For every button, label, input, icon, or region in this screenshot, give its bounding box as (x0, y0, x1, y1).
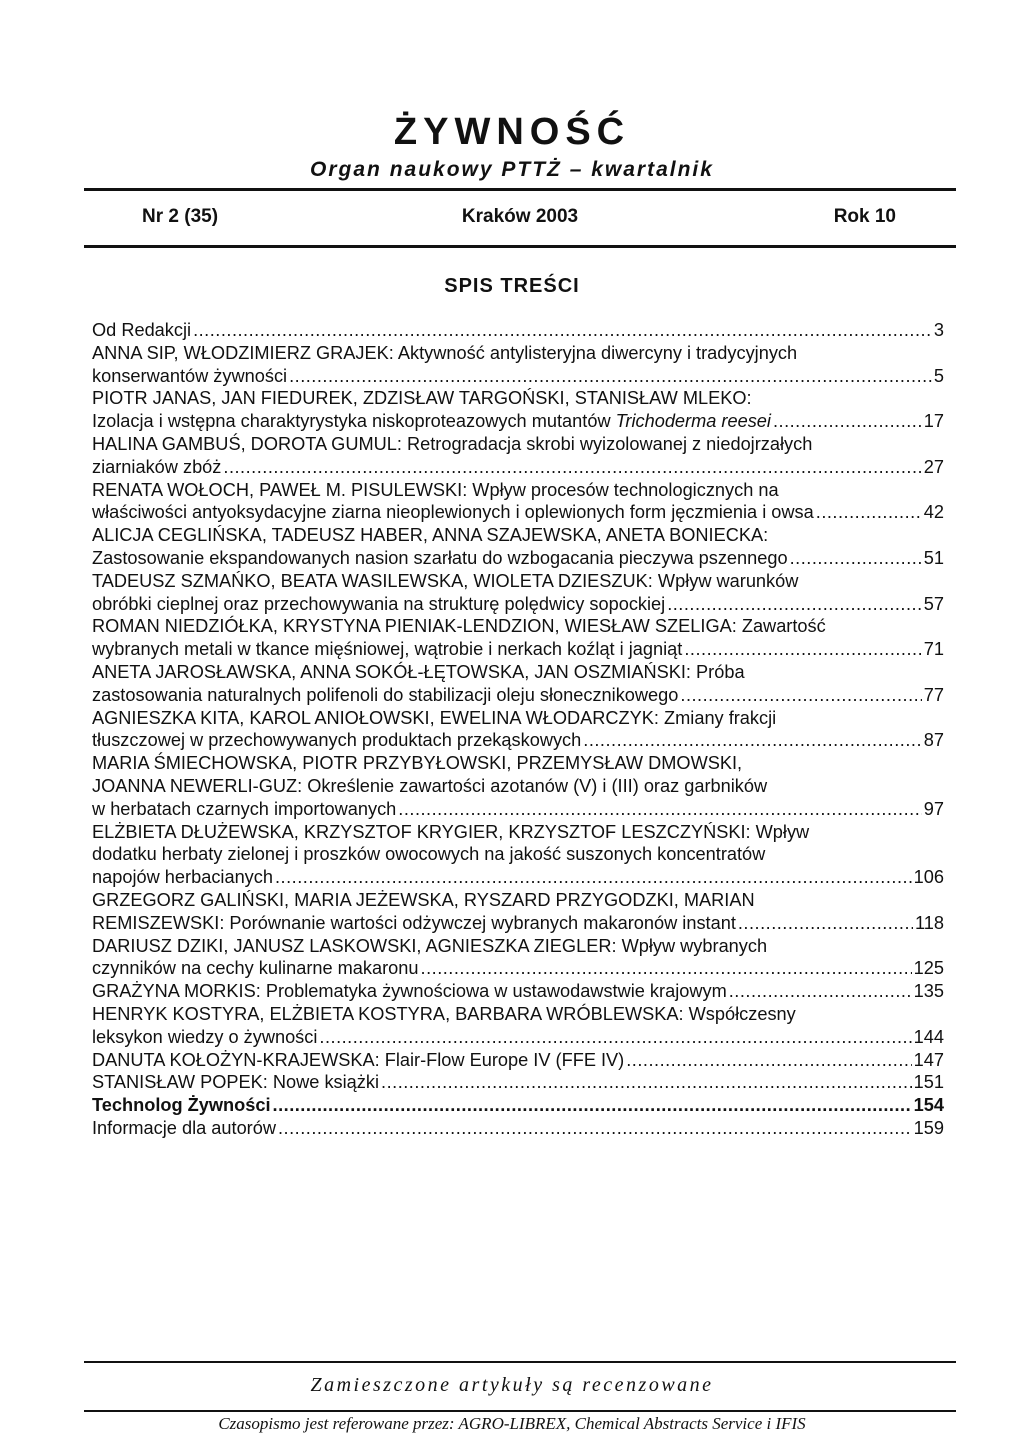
toc-entry-line: dodatku herbaty zielonej i proszków owocowych na jakość suszonych koncentratów (92, 844, 766, 865)
toc-entry (92, 752, 944, 820)
toc-entry-line: MARIA ŚMIECHOWSKA, PIOTR PRZYBYŁOWSKI, PRZEMYSŁAW DMOWSKI, (92, 753, 743, 774)
issue-number: Nr 2 (35) (142, 206, 219, 227)
toc-entry-text-part: konserwantów żywności (92, 365, 288, 386)
toc-entry-last-line (92, 1049, 944, 1072)
journal-title: ŻYWNOŚĆ (393, 111, 631, 153)
toc-entry-line: HALINA GAMBUŚ, DOROTA GUMUL: Retrogradacja skrobi wyizolowanej z niedojrzałych (92, 433, 813, 454)
toc-page-number: 97 (923, 798, 944, 819)
toc-entry-line: ALICJA CEGLIŃSKA, TADEUSZ HABER, ANNA SZAJEWSKA, ANETA BONIECKA: (92, 525, 769, 546)
issue-info-row (84, 204, 956, 230)
dot-leader (773, 410, 922, 433)
toc-entry-text (92, 912, 736, 935)
toc-page-number: 71 (923, 639, 944, 660)
toc-entry (92, 661, 944, 707)
dot-leader (381, 1071, 912, 1094)
toc-page-number: 159 (913, 1117, 944, 1138)
toc-entry-last-line (92, 410, 944, 433)
dot-leader (684, 638, 921, 661)
table-of-contents (92, 319, 944, 1140)
toc-page-number: 57 (923, 593, 944, 614)
toc-entry-text-part: Zastosowanie ekspandowanych nasion szarłatu do wzbogacania pieczywa pszennego (92, 547, 788, 568)
toc-entry-line: ANNA SIP, WŁODZIMIERZ GRAJEK: Aktywność antylisteryjna diwercyny i tradycyjnych (92, 342, 798, 363)
dot-leader (583, 729, 922, 752)
toc-entry-last-line (92, 980, 944, 1003)
footer-rule-top (84, 1361, 956, 1363)
issue-place-year: Kraków 2003 (461, 206, 579, 227)
toc-entry (92, 821, 944, 889)
toc-heading: SPIS TREŚCI (444, 275, 580, 297)
toc-entry-text-part: DANUTA KOŁOŻYN-KRAJEWSKA: Flair-Flow Europe IV (FFE IV) (92, 1049, 625, 1070)
dot-leader (421, 957, 912, 980)
toc-entry-last-line (92, 319, 944, 342)
dot-leader (626, 1049, 911, 1072)
toc-entry-line: ROMAN NIEDZIÓŁKA, KRYSTYNA PIENIAK-LENDZION, WIESŁAW SZELIGA: Zawartość (92, 616, 826, 637)
toc-entry-text (92, 957, 419, 980)
toc-entry-last-line (92, 593, 944, 616)
toc-page-number: 144 (913, 1026, 944, 1047)
journal-subtitle: Organ naukowy PTTŻ – kwartalnik (310, 158, 714, 181)
toc-page-number: 147 (913, 1049, 944, 1070)
toc-entry-text (92, 593, 665, 616)
toc-entry-line: JOANNA NEWERLI-GUZ: Określenie zawartości azotanów (V) i (III) oraz garbników (92, 775, 768, 796)
toc-entry-text (92, 1071, 379, 1094)
toc-entry-line: GRZEGORZ GALIŃSKI, MARIA JEŻEWSKA, RYSZARD PRZYGODZKI, MARIAN (92, 889, 755, 910)
toc-entry-last-line (92, 1117, 944, 1140)
toc-entry-text (92, 1117, 276, 1140)
toc-entry-text-part: ziarniaków zbóż (92, 456, 222, 477)
dot-leader (680, 684, 921, 707)
toc-entry (92, 319, 944, 342)
toc-entry (92, 1094, 944, 1117)
toc-entry (92, 342, 944, 388)
toc-entry-text (92, 1049, 624, 1072)
toc-entry-text (92, 547, 788, 570)
toc-entry-last-line (92, 684, 944, 707)
toc-entry-last-line (92, 1026, 944, 1049)
toc-page-number: 154 (913, 1095, 944, 1116)
toc-entry (92, 1071, 944, 1094)
toc-page-number: 27 (923, 456, 944, 477)
toc-entry-line: ELŻBIETA DŁUŻEWSKA, KRZYSZTOF KRYGIER, KRZYSZTOF LESZCZYŃSKI: Wpływ (92, 821, 810, 842)
toc-entry-text-part: czynników na cechy kulinarne makaronu (92, 958, 419, 979)
toc-entry-text (92, 365, 287, 388)
dot-leader (398, 798, 921, 821)
toc-entry-text (92, 798, 396, 821)
issue-volume: Rok 10 (833, 206, 896, 227)
toc-entry-last-line (92, 547, 944, 570)
toc-entry-line: HENRYK KOSTYRA, ELŻBIETA KOSTYRA, BARBARA WRÓBLEWSKA: Współczesny (92, 1003, 796, 1024)
toc-page-number: 151 (913, 1072, 944, 1093)
dot-leader (223, 456, 921, 479)
toc-entry-last-line (92, 1094, 944, 1117)
toc-entry-text-part: leksykon wiedzy o żywności (92, 1026, 318, 1047)
dot-leader (319, 1026, 911, 1049)
toc-entry-text (92, 456, 221, 479)
header-rule-top (84, 188, 956, 191)
toc-entry-last-line (92, 912, 944, 935)
toc-entry-line: PIOTR JANAS, JAN FIEDUREK, ZDZISŁAW TARGOŃSKI, STANISŁAW MLEKO: (92, 388, 752, 409)
toc-entry-text-part: GRAŻYNA MORKIS: Problematyka żywnościowa w ustawodawstwie krajowym (92, 981, 727, 1002)
toc-entry-text-part: wybranych metali w tkance mięśniowej, wątrobie i nerkach koźląt i jagniąt (92, 639, 683, 660)
toc-entry (92, 615, 944, 661)
toc-entry-last-line (92, 1071, 944, 1094)
toc-page-number: 87 (923, 730, 944, 751)
toc-page-number: 42 (923, 502, 944, 523)
dot-leader (273, 1094, 912, 1117)
toc-entry-text-part: REMISZEWSKI: Porównanie wartości odżywczej wybranych makaronów instant (92, 912, 736, 933)
toc-entry-last-line (92, 456, 944, 479)
toc-entry-last-line (92, 957, 944, 980)
toc-entry-line: TADEUSZ SZMAŃKO, BEATA WASILEWSKA, WIOLETA DZIESZUK: Wpływ warunków (92, 570, 799, 591)
dot-leader (729, 980, 912, 1003)
toc-entry-text-part: właściwości antyoksydacyjne ziarna nieoplewionych i oplewionych form jęczmienia i owsa (92, 502, 814, 523)
toc-entry-text-part: Informacje dla autorów (92, 1117, 276, 1138)
toc-entry (92, 1003, 944, 1049)
dot-leader (738, 912, 913, 935)
toc-page-number: 106 (913, 867, 944, 888)
dot-leader (193, 319, 932, 342)
toc-entry (92, 980, 944, 1003)
toc-entry-last-line (92, 729, 944, 752)
toc-entry (92, 524, 944, 570)
toc-entry-text-part: tłuszczowej w przechowywanych produktach przekąskowych (92, 730, 582, 751)
indexing-note: Czasopismo jest referowane przez: AGRO-LIBREX, Chemical Abstracts Service i IFIS (218, 1414, 806, 1433)
toc-entry-species-name: Trichoderma reesei (615, 411, 771, 432)
toc-entry-text (92, 638, 682, 661)
toc-page-number: 125 (913, 958, 944, 979)
toc-entry-text (92, 684, 678, 707)
toc-entry-text-part: Technolog Żywności (92, 1095, 271, 1116)
toc-entry-text (92, 410, 771, 433)
toc-entry (92, 570, 944, 616)
dot-leader (790, 547, 922, 570)
dot-leader (278, 1117, 912, 1140)
toc-page-number: 5 (933, 365, 944, 386)
toc-entry (92, 889, 944, 935)
toc-entry-text-part: w herbatach czarnych importowanych (92, 798, 397, 819)
toc-page-number: 51 (923, 547, 944, 568)
toc-entry-text (92, 729, 581, 752)
toc-entry-text (92, 980, 727, 1003)
toc-page-number: 118 (915, 912, 944, 933)
toc-entry-last-line (92, 866, 944, 889)
toc-entry-last-line (92, 638, 944, 661)
toc-entry-line: ANETA JAROSŁAWSKA, ANNA SOKÓŁ-ŁĘTOWSKA, JAN OSZMIAŃSKI: Próba (92, 661, 745, 682)
dot-leader (289, 365, 932, 388)
toc-entry-text (92, 501, 814, 524)
toc-entry (92, 433, 944, 479)
toc-entry-text-part: Od Redakcji (92, 320, 192, 340)
toc-entry-text (92, 1094, 271, 1117)
toc-page-number: 3 (933, 320, 944, 340)
toc-entry-text-part: STANISŁAW POPEK: Nowe książki (92, 1072, 380, 1093)
toc-entry-text (92, 319, 191, 342)
toc-entry-line: AGNIESZKA KITA, KAROL ANIOŁOWSKI, EWELINA WŁODARCZYK: Zmiany frakcji (92, 707, 777, 728)
dot-leader (275, 866, 912, 889)
toc-entry (92, 707, 944, 753)
review-note: Zamieszczone artykuły są recenzowane (310, 1374, 714, 1396)
toc-entry (92, 1049, 944, 1072)
toc-entry-text-part: napojów herbacianych (92, 867, 273, 888)
toc-entry-line: DARIUSZ DZIKI, JANUSZ LASKOWSKI, AGNIESZKA ZIEGLER: Wpływ wybranych (92, 935, 768, 956)
toc-page-number: 135 (913, 981, 944, 1002)
toc-entry-last-line (92, 365, 944, 388)
toc-entry (92, 479, 944, 525)
toc-entry (92, 935, 944, 981)
toc-entry (92, 387, 944, 433)
toc-entry-text-part: Izolacja i wstępna charaktyrystyka niskoproteazowych mutantów (92, 411, 611, 432)
dot-leader (816, 501, 922, 524)
toc-entry-text (92, 1026, 317, 1049)
toc-entry-text-part: obróbki cieplnej oraz przechowywania na strukturę polędwicy sopockiej (92, 593, 666, 614)
toc-page-number: 17 (923, 411, 944, 432)
toc-entry-text (92, 866, 273, 889)
toc-entry-last-line (92, 798, 944, 821)
toc-entry (92, 1117, 944, 1140)
header-rule-bottom (84, 245, 956, 248)
toc-entry-last-line (92, 501, 944, 524)
toc-page-number: 77 (923, 684, 944, 705)
dot-leader (667, 593, 922, 616)
toc-entry-text-part: zastosowania naturalnych polifenoli do stabilizacji oleju słonecznikowego (92, 684, 679, 705)
toc-entry-line: RENATA WOŁOCH, PAWEŁ M. PISULEWSKI: Wpływ procesów technologicznych na (92, 479, 779, 500)
